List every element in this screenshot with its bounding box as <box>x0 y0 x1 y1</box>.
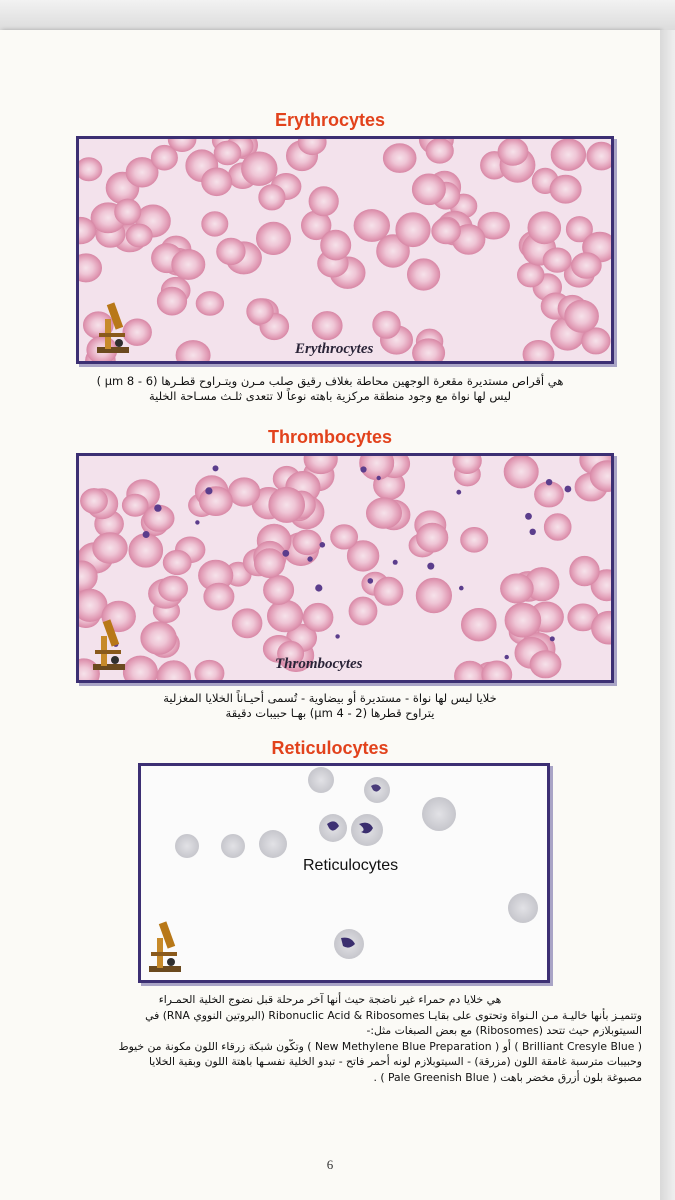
reticulocytes-paragraph-line: مصبوغة بلون أزرق مخضر باهت ( Pale Greenish Blue ) . <box>373 1070 642 1084</box>
rbc-cell <box>129 534 163 568</box>
rbc-cell <box>163 550 191 575</box>
platelet <box>307 556 312 561</box>
rbc-cell <box>374 577 403 605</box>
reticulocytes-paragraph-line: وحبيبات مترسبة غامقة اللون (مزرقة) - السيتوبلازم لونه أحمر فاتح - تبدو الخلية نفسـها باهتة اللون وبقية الخلايا <box>148 1055 642 1068</box>
rbc-cell <box>303 603 333 631</box>
platelet <box>282 550 289 557</box>
rbc-cell <box>528 212 561 244</box>
rbc-cell <box>354 209 390 241</box>
document-page <box>0 30 660 1200</box>
platelet <box>546 479 552 485</box>
erythrocytes-caption <box>0 374 660 404</box>
reticulocytes-paragraph-line: ( Brilliant Cresyle Blue ) أو ( New Methylene Blue Preparation ) وتكّون شبكة زرقاء اللون مكونة من خيوط <box>118 1039 642 1053</box>
rbc-cell <box>544 514 571 541</box>
rbc-cell <box>79 158 102 181</box>
thrombocytes-title: Thrombocytes <box>267 427 393 447</box>
rbc-cell <box>228 478 260 507</box>
rbc-cell <box>570 556 600 586</box>
rbc-cell <box>383 144 416 173</box>
reticulocytes-image-label: Reticulocytes <box>303 857 399 874</box>
rbc-cell <box>115 199 141 225</box>
rbc-cell <box>199 487 232 516</box>
platelet <box>505 655 509 659</box>
rbc-cell <box>461 527 488 552</box>
rbc-cell <box>263 575 293 604</box>
erythrocytes-caption-line: هي أقراص مستديرة مقعرة الوجهين محاطة بغلاف رقيق صلب مـرن ويتـراوح قطـرها (6 - 8 µm ) <box>96 374 564 388</box>
rbc-cell <box>373 311 401 338</box>
rbc-cell <box>196 291 224 315</box>
rbc-cell <box>416 523 448 552</box>
rbc-cell <box>366 498 401 529</box>
rbc-cell <box>269 487 305 522</box>
platelet <box>393 560 398 565</box>
rbc-cell <box>256 222 290 255</box>
erythrocytes-image <box>76 136 614 364</box>
thrombocytes-image-label: Thrombocytes <box>275 656 363 672</box>
platelet <box>154 504 161 511</box>
reticulocytes-paragraph <box>18 992 642 1085</box>
rbc-cell <box>126 224 152 247</box>
rbc-cell <box>267 600 303 632</box>
platelet <box>315 584 322 591</box>
rbc-cell <box>202 168 232 196</box>
page-edge <box>660 30 675 1200</box>
rbc-cell <box>551 139 586 171</box>
rbc-cell <box>461 608 496 641</box>
reticulocytes-paragraph-line: هي خلايا دم حمراء غير ناضجة حيث أنها آخر مرحلة قبل نضوج الخلية الحمـراء <box>158 993 502 1006</box>
viewer-top-bar <box>0 0 675 31</box>
rbc-cell <box>565 300 599 332</box>
rbc-cell <box>254 549 284 578</box>
reticulocytes-paragraph-line: السيتوبلازم حيث تتحد (Ribosomes) مع بعض الصبغات مثل:- <box>366 1024 642 1037</box>
rbc-cell <box>123 319 152 346</box>
rbc-cell <box>407 259 440 291</box>
rbc-cell <box>159 576 188 601</box>
thrombocytes-caption-line: خلايا ليس لها نواة - مستديرة أو بيضاوية - تُسمى أحيـاناً الخلايا المغزلية <box>163 691 497 705</box>
rbc-cell <box>504 456 538 488</box>
thrombocytes-caption-line: يتراوح قطرها (2 - 4 µm) بهـا حبيبات دقيقة <box>225 706 435 720</box>
reticulocytes-paragraph-line: وتتميـز بأنها خاليـة مـن الـنواة وتحتوى على بقايـا Ribonuclic Acid & Ribosomes (البروتين النووي RNA) في <box>145 1008 642 1022</box>
rbc-cell <box>412 174 445 205</box>
rbc-cell <box>214 141 241 165</box>
rbc-cell <box>141 622 177 655</box>
rbc-cell <box>241 152 277 186</box>
platelet <box>205 487 212 494</box>
platelet <box>377 476 381 480</box>
platelet <box>213 465 219 471</box>
rbc-cell <box>217 238 246 265</box>
page-number: 6 <box>326 1157 334 1172</box>
platelet <box>565 486 572 493</box>
rbc-cell <box>432 218 461 244</box>
platelet <box>550 636 555 641</box>
reticulocytes-title: Reticulocytes <box>271 738 389 758</box>
reticulocytes-image <box>138 763 550 983</box>
rbc-cell <box>396 213 431 247</box>
rbc-cell <box>498 139 528 166</box>
thrombocytes-caption <box>0 691 660 721</box>
rbc-cell <box>172 249 205 279</box>
rbc-cell <box>122 494 148 516</box>
rbc-cell <box>202 212 228 237</box>
erythrocytes-title: Erythrocytes <box>274 110 386 130</box>
platelet <box>525 513 532 520</box>
rbc-cell <box>93 533 128 564</box>
platelet <box>143 531 150 538</box>
rbc-cell <box>530 651 561 678</box>
rbc-cell <box>259 185 286 211</box>
rbc-cell <box>293 530 322 555</box>
platelet <box>195 520 199 524</box>
platelet <box>456 490 461 495</box>
platelet <box>427 563 434 570</box>
erythrocytes-image-label: Erythrocytes <box>295 341 374 357</box>
rbc-cell <box>517 263 544 287</box>
rbc-cell <box>247 299 274 325</box>
rbc-cell <box>500 574 533 603</box>
rbc-cell <box>571 253 601 279</box>
rbc-cell <box>80 488 107 513</box>
rbc-cell <box>505 603 541 637</box>
rbc-cell <box>426 139 454 163</box>
platelet <box>320 542 326 548</box>
rbc-cell <box>309 187 339 216</box>
rbc-cell <box>232 609 262 638</box>
platelet <box>335 634 339 638</box>
platelet <box>368 578 374 584</box>
rbc-cell <box>312 311 342 339</box>
rbc-cell <box>204 583 234 610</box>
platelet <box>459 586 464 591</box>
rbc-cell <box>157 287 187 315</box>
rbc-cell <box>349 597 377 625</box>
thrombocytes-image <box>76 453 614 683</box>
erythrocytes-caption-line: ليس لها نواة مع وجود منطقة مركزية باهته نوعاً لا تتعدى ثلـث مسـاحة الخلية <box>148 389 512 403</box>
rbc-cell <box>543 248 571 273</box>
rbc-cell <box>321 230 351 260</box>
platelet <box>360 466 366 472</box>
rbc-cell <box>331 525 358 550</box>
rbc-cell <box>550 175 581 203</box>
rbc-cell <box>416 578 452 613</box>
platelet <box>530 529 536 535</box>
